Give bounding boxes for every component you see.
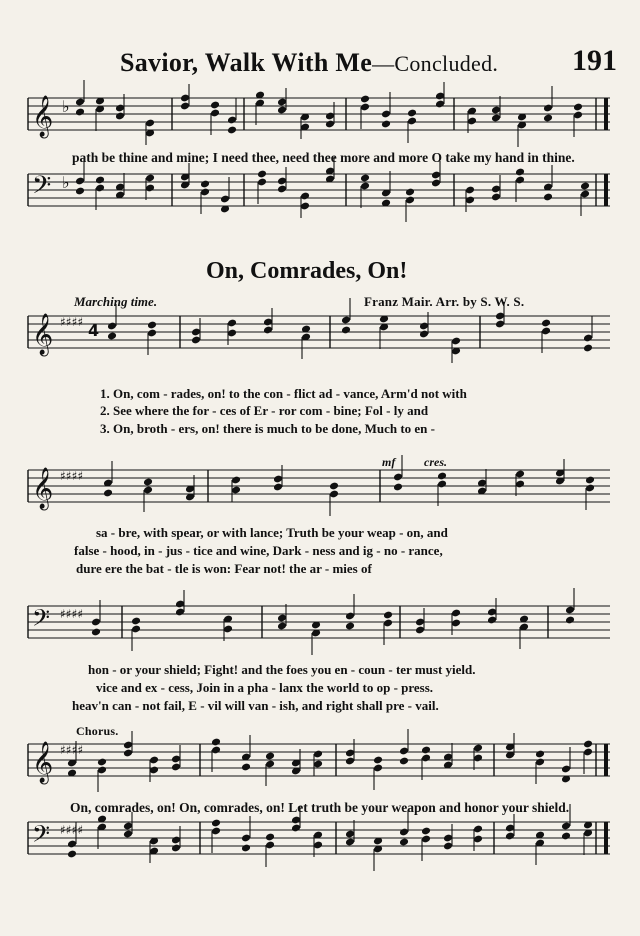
notehead: [543, 193, 553, 202]
svg-text:♭: ♭: [62, 97, 70, 116]
notehead: [103, 489, 113, 498]
notehead: [210, 101, 220, 110]
notehead: [399, 838, 409, 847]
tempo-marking: Marching time.: [74, 294, 158, 309]
notehead: [211, 738, 221, 747]
svg-text:♭: ♭: [62, 173, 70, 192]
notehead: [265, 833, 275, 842]
dynamic-mf: mf: [382, 455, 396, 469]
svg-text:𝄞: 𝄞: [32, 314, 54, 355]
notehead: [95, 176, 105, 185]
notehead: [241, 844, 251, 853]
notehead: [381, 120, 391, 129]
verse2-line2: false - hood, in - jus - tice and wine, Dark - ness and ig - no - rance,: [74, 543, 443, 558]
notehead: [91, 628, 101, 637]
svg-text:𝄢: 𝄢: [32, 820, 51, 853]
notehead: [373, 756, 383, 765]
verse3-line1: 3. On, broth - ers, on! there is much to be done, Much to en -: [100, 421, 435, 436]
notehead: [227, 126, 237, 135]
notehead: [580, 182, 590, 191]
notehead: [329, 482, 339, 491]
svg-text:♯♯♯♯: ♯♯♯♯: [60, 743, 84, 757]
notehead: [131, 617, 141, 626]
svg-text:𝄞: 𝄞: [32, 468, 54, 509]
notehead: [421, 746, 431, 755]
verse2-line3: vice and ex - cess, Join in a pha - lanx the world to op - press.: [96, 680, 434, 695]
svg-text:♯♯♯♯: ♯♯♯♯: [60, 823, 84, 837]
notehead: [383, 611, 393, 620]
svg-text:𝄢: 𝄢: [32, 171, 52, 206]
notehead: [107, 332, 117, 341]
verse3-line2: dure ere the bat - tle is won: Fear not! the ar - mies of: [76, 561, 372, 576]
notehead: [360, 95, 370, 104]
notehead: [407, 109, 417, 118]
hymn1-lyrics: path be thine and mine; I need thee, need thee more and more O take my hand in thine.: [72, 150, 575, 165]
notehead: [345, 622, 355, 631]
concluded-suffix: —Concluded.: [372, 51, 499, 76]
notehead: [67, 850, 77, 859]
chorus-lyrics: On, comrades, on! On, comrades, on! Let truth be your weapon and honor your shield.: [70, 800, 570, 815]
notehead: [360, 174, 370, 183]
hymn1-bass-staff: [28, 171, 610, 206]
notehead: [541, 319, 551, 328]
notehead: [143, 478, 153, 487]
svg-text:♯♯♯♯: ♯♯♯♯: [60, 315, 84, 329]
notehead: [265, 752, 275, 761]
notehead: [535, 750, 545, 759]
svg-text:♯♯♯♯: ♯♯♯♯: [60, 469, 84, 483]
svg-text:4: 4: [88, 321, 100, 340]
notehead: [97, 758, 107, 767]
notehead: [200, 180, 210, 189]
notehead: [75, 187, 85, 196]
notehead: [583, 740, 593, 749]
notehead: [75, 108, 85, 117]
notehead: [515, 168, 525, 177]
notehead: [573, 103, 583, 112]
svg-text:𝄞: 𝄞: [32, 96, 54, 137]
notehead: [257, 170, 267, 179]
page-number: 191: [572, 44, 617, 77]
chorus-label: Chorus.: [76, 724, 119, 738]
svg-text:♯♯♯♯: ♯♯♯♯: [60, 607, 84, 621]
notehead: [393, 483, 403, 492]
notehead: [585, 476, 595, 485]
notehead: [211, 819, 221, 828]
svg-text:𝄢: 𝄢: [32, 604, 51, 637]
notehead: [147, 321, 157, 330]
notehead: [421, 827, 431, 836]
hymn2-title: On, Comrades, On!: [206, 258, 408, 284]
verse1-line3: hon - or your shield; Fight! and the foes you en - coun - ter must yield.: [88, 662, 476, 677]
svg-text:𝄞: 𝄞: [32, 742, 54, 783]
verse1-line1: 1. On, com - rades, on! to the con - flict ad - vance, Arm'd not with: [100, 386, 467, 401]
notehead: [561, 832, 571, 841]
verse3-line3: heav'n can - not fail, E - vil will van - ish, and right shall pre - vail.: [72, 698, 439, 713]
verse1-line2: sa - bre, with spear, or with lance; Truth be your weap - on, and: [96, 525, 448, 540]
notehead: [405, 188, 415, 197]
notehead: [565, 616, 575, 625]
dynamic-cres: cres.: [424, 455, 447, 469]
composer-credit: Franz Mair. Arr. by S. W. S.: [364, 294, 525, 309]
notehead: [437, 472, 447, 481]
hymn-title-concluded: Savior, Walk With Me: [120, 48, 373, 77]
notehead: [543, 114, 553, 123]
notehead: [583, 344, 593, 353]
notehead: [241, 763, 251, 772]
verse2-line1: 2. See where the for - ces of Er - ror com - bine; Fol - ly and: [100, 403, 429, 418]
notehead: [399, 757, 409, 766]
notehead: [341, 326, 351, 335]
